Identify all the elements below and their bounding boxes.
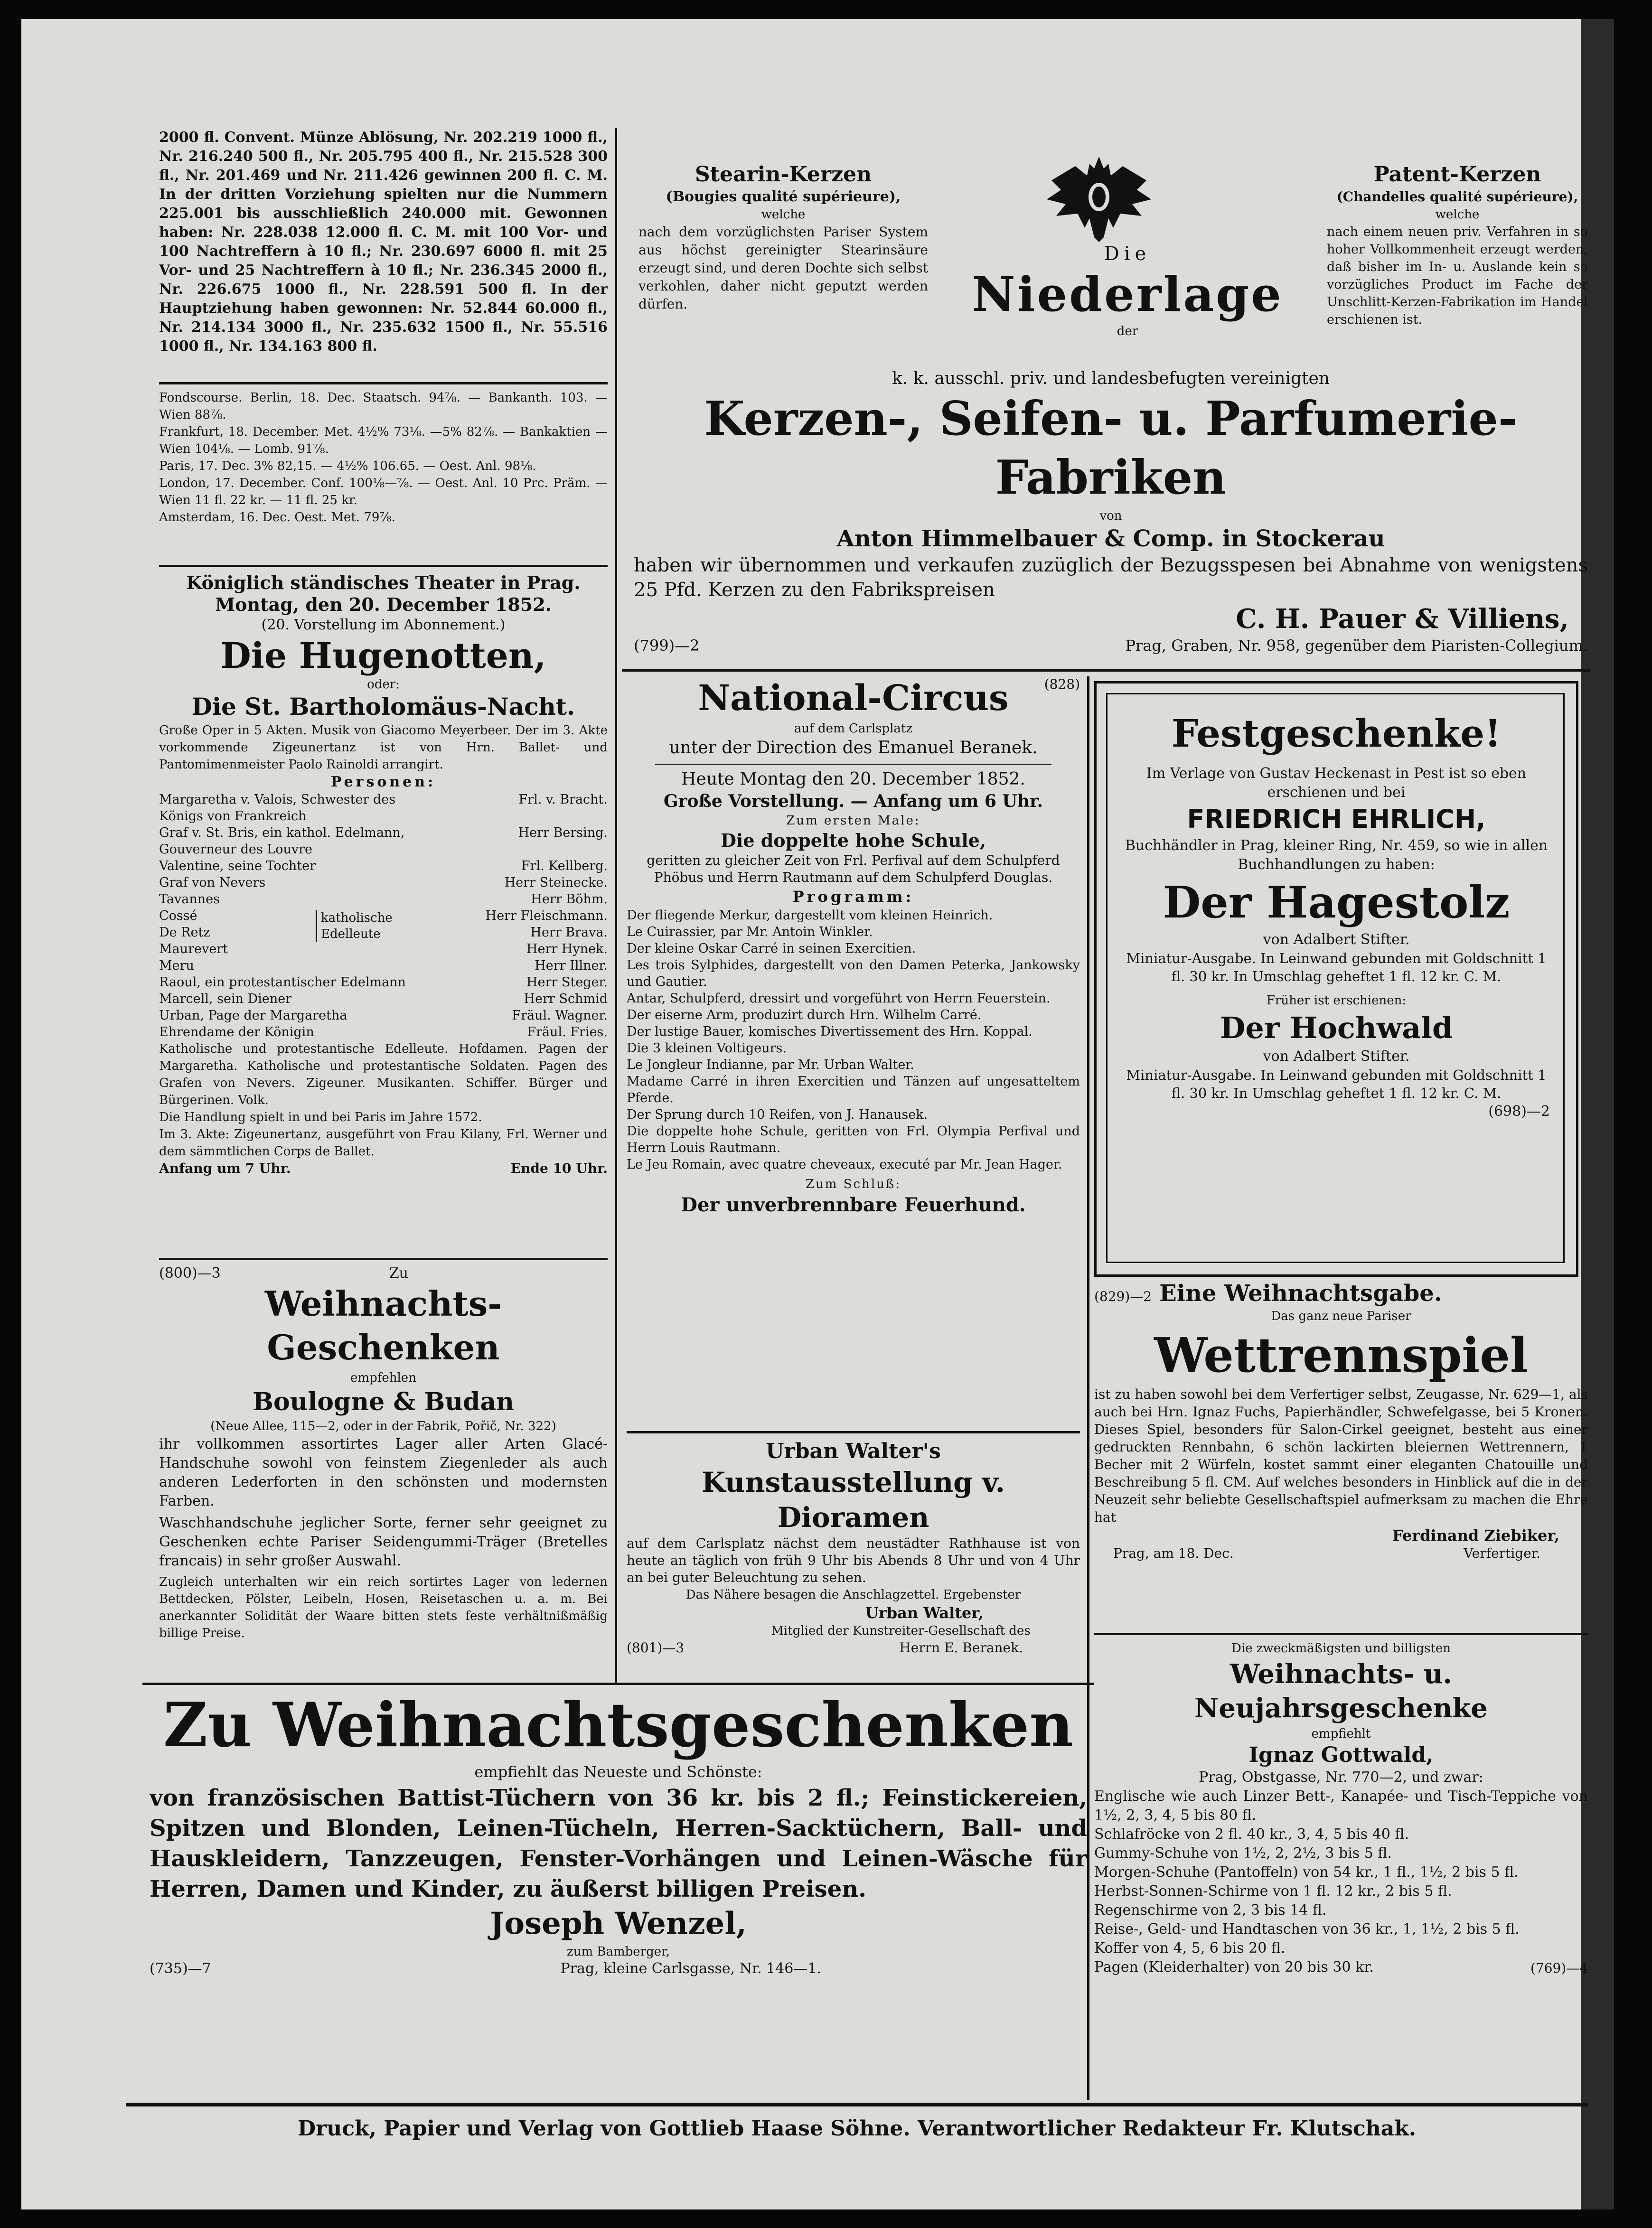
programm-item: Der lustige Bauer, komisches Divertissement des Hrn. Koppal. xyxy=(627,1024,1032,1039)
gottwald-item: Englische wie auch Linzer Bett-, Kanapée- und Tisch-Teppiche von 1½, 2, 3, 4, 5 bis 80 fl. xyxy=(1094,1788,1588,1824)
boulogne-header xyxy=(159,1265,608,1282)
eagle-emblem xyxy=(1042,147,1156,252)
cast-row xyxy=(159,1007,608,1024)
walter-title: Kunstausstellung v. Dioramen xyxy=(702,1466,1005,1534)
programm-item: Antar, Schulpferd, dressirt und vorgeführt von Herrn Feuerstein. xyxy=(627,991,1051,1006)
ad-number: (801)—3 xyxy=(627,1640,685,1656)
programm-item: Der fliegende Merkur, dargestellt vom kleinen Heinrich. xyxy=(627,908,993,923)
lottery-text: 2000 fl. Convent. Münze Ablösung, Nr. 202.219 1000 fl., Nr. 216.240 500 fl., Nr. 205.795 400 fl., Nr. 215.528 300 fl., Nr. 201.469 und Nr. 211.426 gewinnen 200 fl. C. M. In der dritten Vorziehung spielten nur die Nummern 225.001 bis ausschließlich 240.000 mit. Gewonnen haben: Nr. 228.038 12.000 fl. C. M. mit 100 Vor- und 100 Nachtreffern à 10 fl.; Nr. 230.697 6000 fl. mit 25 Vor- und 25 Nachtreffern à 10 fl.; Nr. 236.345 2000 fl., Nr. 226.675 1000 fl., Nr. 228.591 500 fl. In der Hauptziehung haben gewonnen: Nr. 52.844 60.000 fl., Nr. 214.134 3000 fl., Nr. 235.632 1500 fl., Nr. 55.516 1000 fl., Nr. 134.163 800 fl. xyxy=(159,129,608,355)
column-rule xyxy=(615,128,617,1685)
gottwald-pre: Die zweckmäßigsten und billigsten xyxy=(1231,1641,1451,1656)
circus-date: Heute Montag den 20. December 1852. xyxy=(681,769,1025,789)
stearin-subtitle: (Bougies qualité supérieure), xyxy=(666,188,901,205)
programm-item: Le Cuirassier, par Mr. Antoin Winkler. xyxy=(627,925,873,939)
wettrenn-place: Prag, am 18. Dec. xyxy=(1113,1545,1234,1561)
wenzel-ad xyxy=(150,1690,1087,2098)
wenzel-address: Prag, kleine Carlsgasse, Nr. 146—1. xyxy=(560,1960,821,1977)
niederlage-big: Kerzen-, Seifen- u. Parfumerie-Fabriken xyxy=(704,392,1518,505)
cast-actor: Herr Steger. xyxy=(526,975,608,990)
circus-feature: Die doppelte hohe Schule, xyxy=(720,830,986,851)
cast-role: Valentine, seine Tochter xyxy=(159,859,316,873)
cast-actor: Herr Schmid xyxy=(524,992,608,1006)
stearin-welche: welche xyxy=(761,207,806,222)
cast-role: Cossé xyxy=(159,908,197,923)
cast-row xyxy=(159,974,608,991)
programm-heading: Programm: xyxy=(792,888,914,906)
cast-row xyxy=(159,858,608,874)
programm-item: Der eiserne Arm, produzirt durch Hrn. Wilhelm Carré. xyxy=(627,1008,982,1022)
footer-rule xyxy=(126,2103,1588,2106)
newspaper-page xyxy=(21,19,1614,2209)
boulogne-text: Zugleich unterhalten wir ein reich sortirtes Lager von ledernen Bettdecken, Pölster, Leibeln, Hosen, Reisetaschen u. a. m. Bei anerkannter Solidität der Waare bitten stets feste verhältnißmäßig billige Preise. xyxy=(159,1575,608,1640)
end-time: Ende 10 Uhr. xyxy=(510,1161,608,1176)
programm-list xyxy=(627,907,1080,1173)
gottwald-item: Morgen-Schuhe (Pantoffeln) von 54 kr., 1 fl., 1½, 2 bis 5 fl. xyxy=(1094,1864,1519,1881)
gottwald-item: Koffer von 4, 5, 6 bis 20 fl. xyxy=(1094,1940,1286,1957)
book-edition: Miniatur-Ausgabe. In Leinwand gebunden mit Goldschnitt 1 fl. 30 kr. In Umschlag geheftet 1 fl. 12 kr. C. M. xyxy=(1126,950,1547,984)
opera-description: Große Oper in 5 Akten. Musik von Giacomo Meyerbeer. Der im 3. Akte vorkommende Zigeunertanz ist von Hrn. Ballet- und Pantomimenmeister Paolo Rainoldi arrangirt. xyxy=(159,723,608,772)
start-time: Anfang um 7 Uhr. xyxy=(159,1161,291,1176)
programm-item: Der Sprung durch 10 Reifen, von J. Hanausek. xyxy=(627,1107,928,1122)
ad-number: (800)—3 xyxy=(159,1265,221,1282)
book-title-hagestolz: Der Hagestolz xyxy=(1163,877,1510,928)
cast-role: Margaretha v. Valois, Schwester des Königs von Frankreich xyxy=(159,792,396,824)
stearin-ad xyxy=(638,161,928,370)
gottwald-item: Schlafröcke von 2 fl. 40 kr., 3, 4, 5 bis 40 fl. xyxy=(1094,1826,1409,1843)
ad-number: (735)—7 xyxy=(150,1960,211,1977)
circus-finale: Der unverbrennbare Feuerhund. xyxy=(681,1194,1026,1216)
boulogne-address: (Neue Allee, 115—2, oder in der Fabrik, Pořič, Nr. 322) xyxy=(210,1419,556,1433)
divider xyxy=(627,1431,1080,1433)
ad-number: (698)—2 xyxy=(1488,1103,1550,1120)
opera-act3: Im 3. Akte: Zigeunertanz, ausgeführt von Frau Kilany, Frl. Werner und dem sämmtlichen Corps de Ballet. xyxy=(159,1127,608,1159)
cast-actor: Herr Bersing. xyxy=(518,825,608,840)
niederlage-text: haben wir übernommen und verkaufen zuzüglich der Bezugsspesen bei Abnahme von wenigstens 25 Pfd. Kerzen zu den Fabrikspreisen xyxy=(634,554,1588,601)
circus-feature-text: geritten zu gleicher Zeit von Frl. Perfival auf dem Schulpferd Phöbus und Herrn Rautmann auf dem Schulpferd Douglas. xyxy=(647,852,1060,885)
heckenast-ad xyxy=(1123,702,1550,1253)
opera-setting: Die Handlung spielt in und bei Paris im Jahre 1572. xyxy=(159,1110,482,1124)
wettrenn-header xyxy=(1094,1279,1588,1308)
wenzel-empfiehlt: empfiehlt das Neueste und Schönste: xyxy=(474,1763,762,1781)
cast-actor: Frl. Kellberg. xyxy=(521,859,608,873)
cast-actor: Herr Fleischmann. xyxy=(485,908,608,923)
cast-actor: Herr Illner. xyxy=(535,958,608,973)
walter-signature: Urban Walter, xyxy=(865,1604,984,1622)
book-author: von Adalbert Stifter. xyxy=(1263,1048,1410,1065)
divider xyxy=(159,382,608,384)
cast-actor: Herr Hynek. xyxy=(526,942,608,956)
walter-text: auf dem Carlsplatz nächst dem neustädter Rathhause ist von heute an täglich von früh 9 Uhr bis Abends 8 Uhr und von 4 Uhr an bei guter Beleuchtung zu sehen. xyxy=(627,1535,1080,1585)
cast-role: Urban, Page der Margaretha xyxy=(159,1008,347,1023)
niederlage-von: von xyxy=(1099,509,1122,523)
programm-item: Le Jeu Romain, avec quatre cheveaux, executé par Mr. Jean Hager. xyxy=(627,1157,1062,1172)
wettrenn-footer xyxy=(1094,1545,1588,1562)
fonds-line: Amsterdam, 16. Dec. Oest. Met. 79⅞. xyxy=(159,510,395,524)
theater-times xyxy=(159,1160,608,1177)
cast-row xyxy=(159,991,608,1007)
circus-ad xyxy=(627,676,1080,1431)
gottwald-item: Regenschirme von 2, 3 bis 14 fl. xyxy=(1094,1902,1327,1919)
gottwald-item: Herbst-Sonnen-Schirme von 1 fl. 12 kr., 2 bis 5 fl. xyxy=(1094,1883,1452,1900)
divider xyxy=(159,1258,608,1260)
programm-item: Le Jongleur Indianne, par Mr. Urban Walter. xyxy=(627,1058,914,1072)
cast-actor: Herr Brava. xyxy=(530,925,608,940)
boulogne-title: Weihnachts-Geschenken xyxy=(264,1283,502,1367)
cast-role: De Retz xyxy=(159,925,210,940)
walter-ad xyxy=(627,1438,1080,1678)
boulogne-text: Waschhandschuhe jeglicher Sorte, ferner sehr geeignet zu Geschenken echte Pariser Seidengummi-Träger (Bretelles francais) in sehr großer Auswahl. xyxy=(159,1515,608,1569)
niederlage-seller: C. H. Pauer & Villiens, xyxy=(1236,603,1569,635)
wettrenn-title: Wettrennspiel xyxy=(1154,1327,1528,1383)
programm-item: Der kleine Oskar Carré in seinen Exercitien. xyxy=(627,941,916,956)
divider xyxy=(1094,1633,1588,1635)
niederlage-line: k. k. ausschl. priv. und landesbefugten vereinigten xyxy=(892,369,1330,388)
programm-item: Die doppelte hohe Schule, geritten von Frl. Olympia Perfival und Herrn Louis Rautmann. xyxy=(627,1124,1080,1155)
theater-subscription: (20. Vorstellung im Abonnement.) xyxy=(261,617,506,633)
walter-name: Urban Walter's xyxy=(766,1439,941,1463)
gottwald-address: Prag, Obstgasse, Nr. 770—2, und zwar: xyxy=(1199,1769,1483,1786)
festgeschenke-title: Festgeschenke! xyxy=(1171,711,1502,756)
wettrenn-subtitle: Das ganz neue Pariser xyxy=(1271,1309,1411,1323)
patent-subtitle: (Chandelles qualité supérieure), xyxy=(1336,189,1578,205)
cast-row xyxy=(159,824,608,858)
cast-role: Marcell, sein Diener xyxy=(159,992,292,1006)
patent-ad xyxy=(1327,161,1588,365)
cast-role: Ehrendame der Königin xyxy=(159,1025,314,1039)
divider xyxy=(159,565,608,567)
cast-role: Maurevert xyxy=(159,942,228,956)
cast-row xyxy=(159,1024,608,1040)
gottwald-title: Weihnachts- u. Neujahrsgeschenke xyxy=(1194,1658,1488,1724)
fonds-line: London, 17. December. Conf. 100⅛—⅞. — Oest. Anl. 10 Prc. Präm. — Wien 11 fl. 22 kr. — 11 fl. 25 kr. xyxy=(159,476,608,507)
cast-actor: Herr Böhm. xyxy=(531,892,608,907)
cast-brace-label: katholische Edelleute xyxy=(316,910,387,942)
wettrenn-role: Verfertiger. xyxy=(1464,1545,1540,1561)
gottwald-list xyxy=(1094,1787,1588,1977)
book-title-hochwald: Der Hochwald xyxy=(1220,1011,1453,1045)
gottwald-ad xyxy=(1094,1640,1588,2096)
boulogne-ad xyxy=(159,1265,608,1668)
wenzel-footer xyxy=(150,1960,1087,1977)
wenzel-zum: zum Bamberger, xyxy=(567,1945,670,1959)
walter-more: Das Nähere besagen die Anschlagzettel. Ergebenster xyxy=(685,1588,1021,1602)
ad-number: (828) xyxy=(1044,676,1080,692)
cast-role: Raoul, ein protestantischer Edelmann xyxy=(159,975,406,990)
cast-heading: Personen: xyxy=(330,774,436,790)
wettrenn-ad xyxy=(1094,1279,1588,1630)
niederlage-footer xyxy=(634,636,1588,655)
fonds-line: Paris, 17. Dec. 3% 82,15. — 4½% 106.65. — Oest. Anl. 98⅛. xyxy=(159,459,536,473)
gottwald-firm: Ignaz Gottwald, xyxy=(1248,1743,1434,1767)
cast-role: Graf von Nevers xyxy=(159,875,266,890)
patent-title: Patent-Kerzen xyxy=(1373,162,1541,187)
cast-extras: Katholische und protestantische Edelleute. Hofdamen. Pagen der Margaretha. Katholische und protestantische Soldaten. Pagen des Grafen von Nevers. Zigeuner. Musikanten. Schiffer. Bürger und Bürgerinen. Volk. xyxy=(159,1042,608,1107)
programm-item: Die 3 kleinen Voltigeurs. xyxy=(627,1041,787,1056)
theater-oder: oder: xyxy=(367,677,400,692)
divider xyxy=(142,1683,1094,1685)
patent-text: nach einem neuen priv. Verfahren in so hoher Vollkommenheit erzeugt werden, daß bisher im In- u. Auslande kein so vorzügliches Product im Fache der Unschlitt-Kerzen-Fabrikation im Handel erschienen ist. xyxy=(1327,225,1588,327)
theater-ad xyxy=(159,572,608,1260)
theater-date: Montag, den 20. December 1852. xyxy=(215,594,552,615)
cast-actor: Fräul. Wagner. xyxy=(512,1008,608,1023)
lottery-results xyxy=(159,128,608,380)
niederlage-die: Die xyxy=(1104,243,1151,265)
boulogne-firm: Boulogne & Budan xyxy=(253,1387,514,1416)
cast-row xyxy=(159,941,608,957)
thin-divider xyxy=(655,761,1051,765)
wenzel-signature: Joseph Wenzel, xyxy=(490,1906,747,1941)
column-rule xyxy=(1087,1683,1089,2100)
ad-number: (769)—4 xyxy=(1530,1960,1588,1976)
niederlage-firm: Anton Himmelbauer & Comp. in Stockerau xyxy=(836,525,1385,552)
ad-number: (829)—2 xyxy=(1094,1289,1152,1304)
opera-subtitle: Die St. Bartholomäus-Nacht. xyxy=(191,693,575,721)
double-eagle-icon xyxy=(1042,147,1156,252)
circus-location: auf dem Carlsplatz xyxy=(794,721,913,736)
fonds-line: Fondscourse. Berlin, 18. Dec. Staatsch. 94⅞. — Bankanth. 103. — Wien 88⅞. xyxy=(159,391,608,422)
divider xyxy=(622,669,1590,672)
ad-number: (799)—2 xyxy=(634,637,700,655)
cast-role: Tavannes xyxy=(159,892,220,907)
fonds-line: Frankfurt, 18. December. Met. 4½% 73⅛. —5% 82⅞. — Bankaktien — Wien 104⅛. — Lomb. 91⅞. xyxy=(159,425,608,456)
book-author: von Adalbert Stifter. xyxy=(1263,931,1410,948)
imprint-footer: Druck, Papier und Verlag von Gottlieb Haase Söhne. Verantwortlicher Redakteur Fr. Klutschak. xyxy=(297,2116,1417,2141)
ehrlich-firm: FRIEDRICH EHRLICH, xyxy=(1187,804,1486,834)
theater-heading: Königlich ständisches Theater in Prag. xyxy=(186,572,581,593)
circus-title: National-Circus xyxy=(698,678,1009,719)
opera-title: Die Hugenotten, xyxy=(220,636,546,676)
circus-direction: unter der Direction des Emanuel Beranek. xyxy=(669,738,1038,758)
cast-row xyxy=(159,874,608,891)
cast-list xyxy=(159,791,608,1040)
stearin-title: Stearin-Kerzen xyxy=(695,162,872,187)
niederlage-title: Niederlage xyxy=(972,266,1283,322)
stearin-text: nach dem vorzüglichsten Pariser System aus höchst gereinigter Stearinsäure erzeugt sind, und deren Dochte sich selbst verkohlen, daher nicht geputzt werden dürfen. xyxy=(638,224,928,312)
wettrenn-heading: Eine Weihnachtsgabe. xyxy=(1159,1280,1442,1307)
gottwald-item: Gummy-Schuhe von 1½, 2, 2½, 3 bis 5 fl. xyxy=(1094,1845,1392,1862)
column-rule xyxy=(1087,676,1089,1683)
boulogne-empfehlen: empfehlen xyxy=(350,1371,416,1385)
patent-welche: welche xyxy=(1435,207,1480,222)
cast-role: Meru xyxy=(159,958,194,973)
book-edition: Miniatur-Ausgabe. In Leinwand gebunden mit Goldschnitt 1 fl. 30 kr. In Umschlag geheftet 1 fl. 12 kr. C. M. xyxy=(1126,1067,1547,1101)
circus-closing-label: Zum Schluß: xyxy=(805,1177,901,1191)
gottwald-empfiehlt: empfiehlt xyxy=(1311,1727,1371,1741)
wettrenn-signature: Ferdinand Ziebiker, xyxy=(1392,1526,1559,1545)
niederlage-title-block xyxy=(933,242,1322,365)
cast-actor: Herr Steinecke. xyxy=(504,875,608,890)
cast-role: Graf v. St. Bris, ein kathol. Edelmann, Gouverneur des Louvre xyxy=(159,825,405,857)
niederlage-address: Prag, Graben, Nr. 958, gegenüber dem Piaristen-Collegium. xyxy=(1125,637,1588,655)
gottwald-item: Pagen (Kleiderhalter) von 20 bis 30 kr. xyxy=(1094,1959,1374,1975)
circus-start: Große Vorstellung. — Anfang um 6 Uhr. xyxy=(663,791,1043,811)
niederlage-der: der xyxy=(1117,324,1138,338)
cast-actor: Fräul. Fries. xyxy=(527,1025,608,1039)
cast-row xyxy=(159,891,608,908)
gottwald-item: Reise-, Geld- und Handtaschen von 36 kr., 1, 1½, 2 bis 5 fl. xyxy=(1094,1921,1520,1938)
programm-item: Madame Carré in ihren Exercitien und Tänzen auf ungesatteltem Pferde. xyxy=(627,1074,1080,1105)
walter-footer xyxy=(627,1639,1080,1657)
walter-signature-line: Herrn E. Beranek. xyxy=(899,1640,1023,1656)
walter-signature-line: Mitglied der Kunstreiter-Gesellschaft des xyxy=(771,1624,1031,1638)
cast-row xyxy=(159,791,608,824)
wenzel-text: von französischen Battist-Tüchern von 36 kr. bis 2 fl.; Feinstickereien, Spitzen und Blonden, Leinen-Tücheln, Herren-Sacktüchern, Ball- und Hauskleidern, Tanzzeugen, Fenster-Vorhängen und Leinen-Wäsche für Herren, Damen und Kinder, zu äußerst billigen Preisen. xyxy=(150,1785,1087,1902)
boulogne-zu: Zu xyxy=(389,1265,408,1282)
boulogne-text: ihr vollkommen assortirtes Lager aller Arten Glacé-Handschuhe sowohl von feinstem Ziegenleder als auch anderen Lederforten in den schönsten und modernsten Farben. xyxy=(159,1436,608,1509)
earlier-label: Früher ist erschienen: xyxy=(1266,993,1407,1008)
heckenast-text: Buchhändler in Prag, kleiner Ring, Nr. 459, so wie in allen Buchhandlungen zu haben: xyxy=(1125,837,1548,873)
heckenast-text: Im Verlage von Gustav Heckenast in Pest ist so eben erschienen und bei xyxy=(1146,765,1527,801)
fonds-courses xyxy=(159,389,608,565)
cast-actor: Frl. v. Bracht. xyxy=(518,792,608,807)
niederlage-ad xyxy=(634,368,1588,672)
cast-row xyxy=(159,957,608,974)
circus-first-time: Zum ersten Male: xyxy=(786,814,920,828)
wenzel-title: Zu Weihnachtsgeschenken xyxy=(163,1690,1074,1761)
programm-item: Les trois Sylphides, dargestellt von den Damen Peterka, Jankowsky und Gautier. xyxy=(627,958,1080,989)
wettrenn-text: ist zu haben sowohl bei dem Verfertiger selbst, Zeugasse, Nr. 629—1, als auch bei Hrn. Ignaz Fuchs, Papierhändler, Schwefelgasse, bei 5 Kronen. Dieses Spiel, besonders für Salon-Cirkel geeignet, besteht aus einer gedruckten Rennbahn, 6 schön lackirten bleiernen Wettrennern, 1 Becher mit 2 Würfeln, kostet sammt einer eleganten Chatouille und Beschreibung 5 fl. CM. Auf welches besonders in Hinblick auf die in der Neuzeit sehr beliebte Gesellschaftspiel aufmerksam zu machen die Ehre hat xyxy=(1094,1386,1588,1525)
